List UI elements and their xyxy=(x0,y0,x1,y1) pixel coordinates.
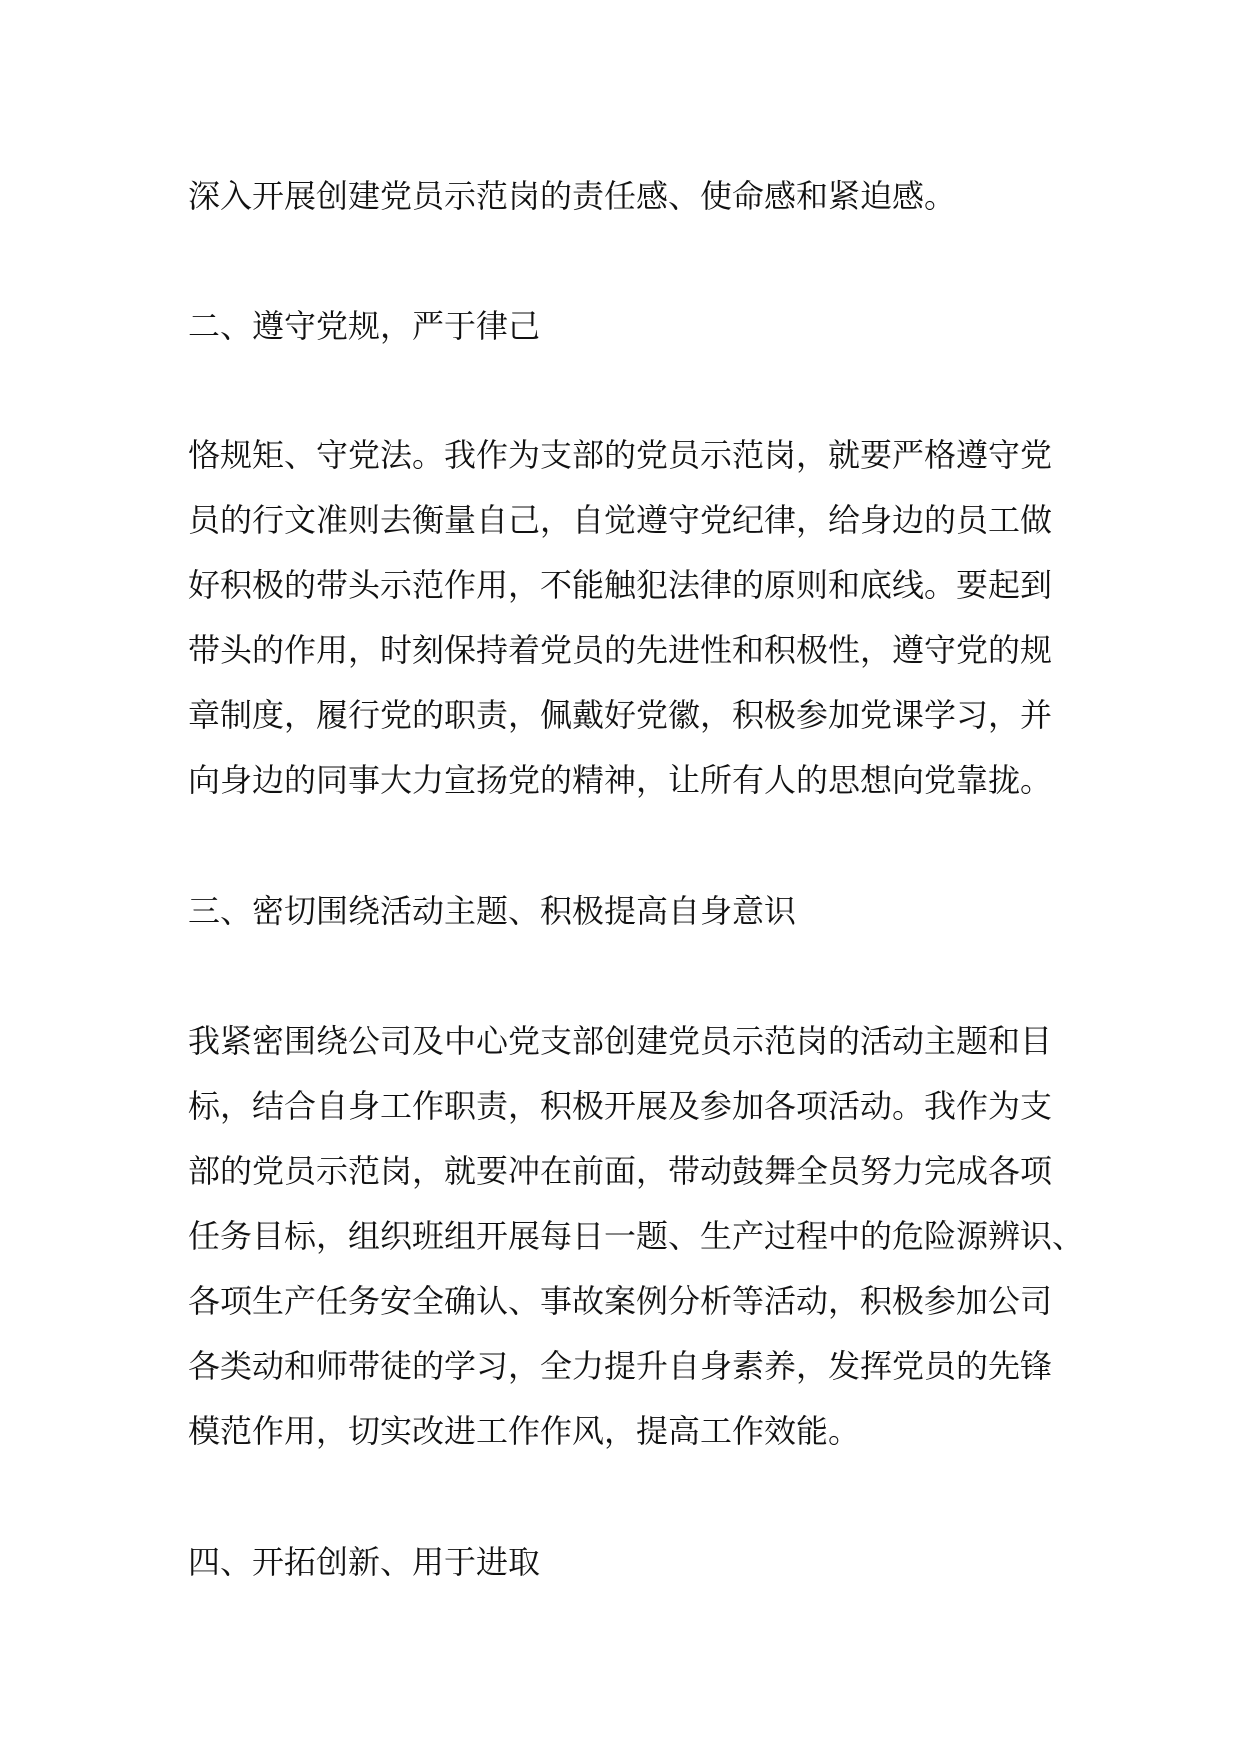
section-heading-2 xyxy=(188,294,1088,359)
paragraph-line: 好积极的带头示范作用，不能触犯法律的原则和底线。要起到 xyxy=(188,566,1053,604)
paragraph-line: 章制度，履行党的职责，佩戴好党徽，积极参加党课学习，并 xyxy=(188,696,1053,734)
paragraph-line: 员的行文准则去衡量自己，自觉遵守党纪律，给身边的员工做 xyxy=(188,501,1053,539)
heading-text: 四、开拓创新、用于进取 xyxy=(188,1543,541,1581)
section-heading-3 xyxy=(188,879,1088,944)
paragraph-line: 各类动和师带徒的学习，全力提升自身素养，发挥党员的先锋 xyxy=(188,1347,1053,1385)
paragraph-line: 我紧密围绕公司及中心党支部创建党员示范岗的活动主题和目 xyxy=(188,1022,1053,1060)
paragraph-line: 模范作用，切实改进工作作风，提高工作效能。 xyxy=(188,1412,861,1450)
paragraph-line: 部的党员示范岗，就要冲在前面，带动鼓舞全员努力完成各项 xyxy=(188,1152,1053,1190)
paragraph-intro-end xyxy=(188,164,1088,229)
paragraph-line: 任务目标，组织班组开展每日一题、生产过程中的危险源辨识、 xyxy=(188,1217,1085,1255)
section-heading-4 xyxy=(188,1530,1088,1595)
paragraph-line: 向身边的同事大力宣扬党的精神，让所有人的思想向党靠拢。 xyxy=(188,761,1053,799)
paragraph-section-3 xyxy=(188,1009,1088,1464)
paragraph-line: 深入开展创建党员示范岗的责任感、使命感和紧迫感。 xyxy=(188,177,957,215)
heading-text: 三、密切围绕活动主题、积极提高自身意识 xyxy=(188,892,797,930)
paragraph-line: 标，结合自身工作职责，积极开展及参加各项活动。我作为支 xyxy=(188,1087,1053,1125)
paragraph-line: 带头的作用，时刻保持着党员的先进性和积极性，遵守党的规 xyxy=(188,631,1053,669)
paragraph-section-2 xyxy=(188,423,1088,813)
paragraph-line: 各项生产任务安全确认、事故案例分析等活动，积极参加公司 xyxy=(188,1282,1053,1320)
heading-text: 二、遵守党规，严于律己 xyxy=(188,307,541,345)
paragraph-line: 恪规矩、守党法。我作为支部的党员示范岗，就要严格遵守党 xyxy=(188,436,1053,474)
